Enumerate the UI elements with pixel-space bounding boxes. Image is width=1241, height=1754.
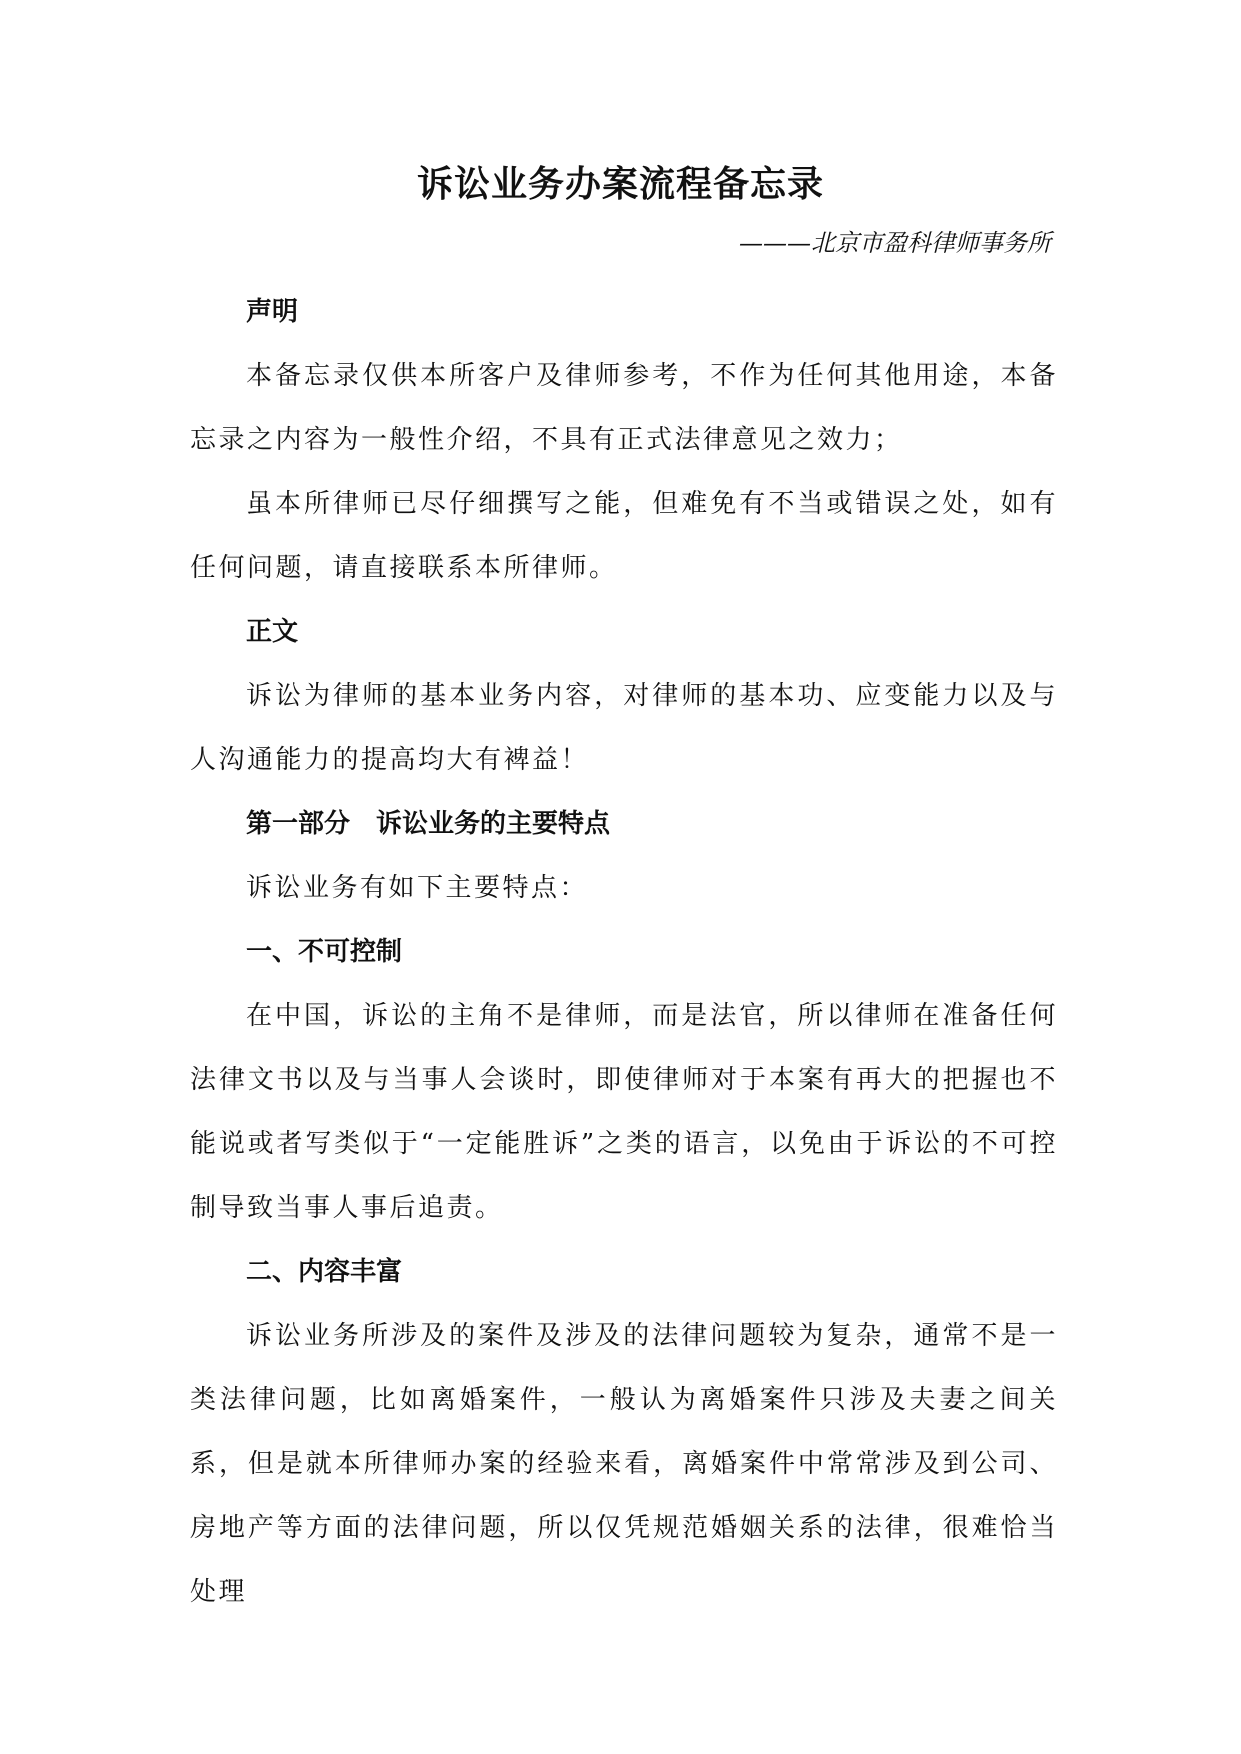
paragraph-rich-content: 诉讼业务所涉及的案件及涉及的法律问题较为复杂，通常不是一类法律问题，比如离婚案件，一般认为离婚案件只涉及夫妻之间关系，但是就本所律师办案的经验来看，离婚案件中常常涉及到公司、房地产等方面的法律问题，所以仅凭规范婚姻关系的法律，很难恰当处理 xyxy=(190,1321,1058,1607)
paragraph-intro: 诉讼为律师的基本业务内容，对律师的基本功、应变能力以及与人沟通能力的提高均大有裨益！ xyxy=(190,681,1058,775)
paragraph-features-intro: 诉讼业务有如下主要特点： xyxy=(246,873,589,903)
paragraph-uncontrollable: 在中国，诉讼的主角不是律师，而是法官，所以律师在准备任何法律文书以及与当事人会谈时，即使律师对于本案有再大的把握也不能说或者写类似于“一定能胜诉”之类的语言，以免由于诉讼的不可控制导致当事人事后追责。 xyxy=(190,1001,1058,1223)
heading-statement: 声明 xyxy=(246,297,299,327)
heading-uncontrollable: 一、不可控制 xyxy=(246,937,403,967)
document-body xyxy=(190,280,1058,1624)
document-title: 诉讼业务办案流程备忘录 xyxy=(416,163,824,205)
paragraph-disclaimer-1: 本备忘录仅供本所客户及律师参考，不作为任何其他用途，本备忘录之内容为一般性介绍，不具有正式法律意见之效力； xyxy=(190,361,1058,455)
heading-rich-content: 二、内容丰富 xyxy=(246,1257,403,1287)
paragraph-disclaimer-2: 虽本所律师已尽仔细撰写之能，但难免有不当或错误之处，如有任何问题，请直接联系本所律师。 xyxy=(190,489,1058,583)
document-subtitle: ———北京市盈科律师事务所 xyxy=(739,229,1051,257)
heading-main-text: 正文 xyxy=(246,617,299,647)
heading-part-one: 第一部分 诉讼业务的主要特点 xyxy=(246,809,611,839)
